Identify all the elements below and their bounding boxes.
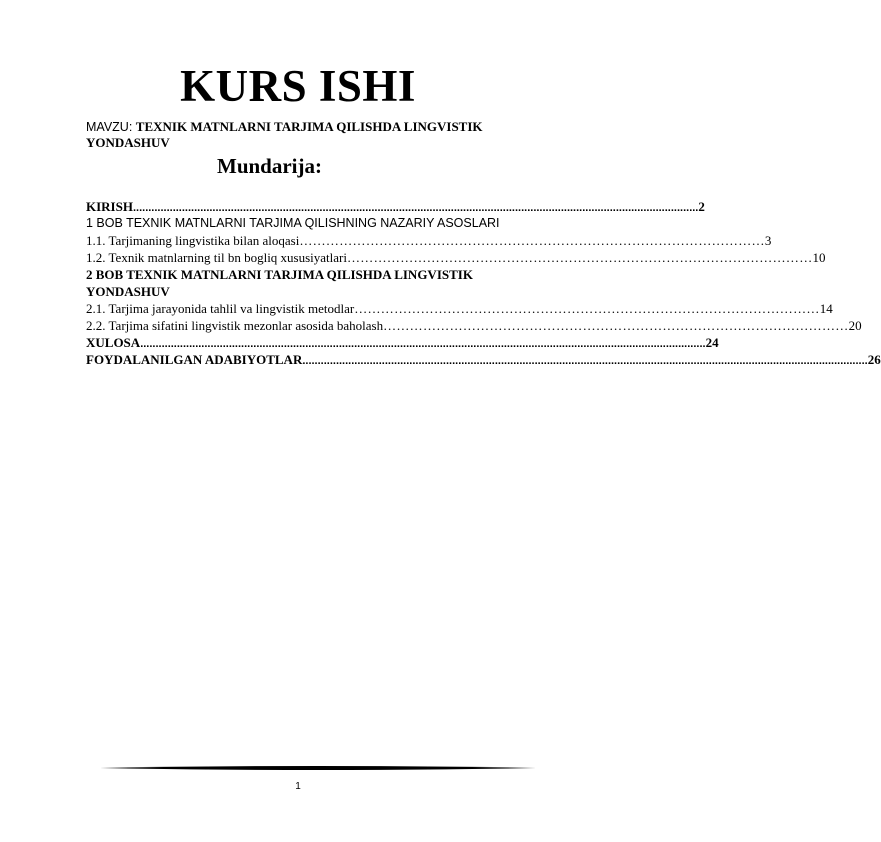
toc-entry-section-2-1 <box>86 300 833 317</box>
toc-leader-dots: …………………………………………………………………………………………… <box>383 318 849 333</box>
toc-leader-dots: ......................................................................................................................................................................................... <box>132 202 699 214</box>
toc-entry-page: 2 <box>698 199 705 214</box>
table-of-contents <box>86 198 881 368</box>
toc-entry-label: 1.1. Tarjimaning lingvistika bilan aloqasi <box>86 233 300 248</box>
footer-divider <box>100 765 536 771</box>
toc-entry-intro <box>86 198 705 215</box>
toc-entry-label: 2.1. Tarjima jarayonida tahlil va lingvistik metodlar <box>86 301 355 316</box>
toc-leader-dots: …………………………………………………………………………………………… <box>354 301 820 316</box>
toc-entry-page: 3 <box>764 233 772 248</box>
document-title: KURS ISHI <box>180 61 416 111</box>
topic-line <box>86 119 541 150</box>
toc-entry-label: 1.2. Texnik matnlarning til bn bogliq xususiyatlari <box>86 250 347 265</box>
toc-entry-page: 10 <box>812 250 826 265</box>
topic-text: TEXNIK MATNLARNI TARJIMA QILISHDA LINGVISTIK YONDASHUV <box>86 119 483 150</box>
toc-entry-section-1-1 <box>86 232 772 249</box>
toc-entry-label: 2.2. Tarjima sifatini lingvistik mezonlar asosida baholash <box>86 318 384 333</box>
toc-leader-dots: …………………………………………………………………………………………… <box>347 250 813 265</box>
toc-entry-label: XULOSA <box>86 335 141 350</box>
toc-leader-dots: ......................................................................................................................................................................................... <box>302 355 868 367</box>
contents-title: Mundarija: <box>217 154 322 178</box>
toc-entry-conclusion <box>86 334 719 351</box>
toc-chapter-1-heading: 1 BOB TEXNIK MATNLARNI TARJIMA QILISHNING NAZARIY ASOSLARI <box>86 216 500 230</box>
toc-entry-page: 24 <box>705 335 719 350</box>
toc-entry-page: 20 <box>848 318 862 333</box>
page-number: 1 <box>295 781 301 792</box>
toc-entry-section-1-2 <box>86 249 826 266</box>
topic-prefix: MAVZU: <box>86 120 136 134</box>
toc-entry-label: FOYDALANILGAN ADABIYOTLAR <box>86 352 303 367</box>
toc-entry-page: 26 <box>867 352 881 367</box>
toc-chapter-2-heading: 2 BOB TEXNIK MATNLARNI TARJIMA QILISHDA LINGVISTIK YONDASHUV <box>86 267 473 299</box>
toc-entry-references <box>86 351 881 368</box>
toc-entry-section-2-2 <box>86 317 862 334</box>
toc-entry-page: 14 <box>819 301 833 316</box>
toc-entry-label: KIRISH <box>86 199 133 214</box>
toc-leader-dots: …………………………………………………………………………………………… <box>299 233 765 248</box>
toc-leader-dots: ......................................................................................................................................................................................... <box>140 338 706 350</box>
